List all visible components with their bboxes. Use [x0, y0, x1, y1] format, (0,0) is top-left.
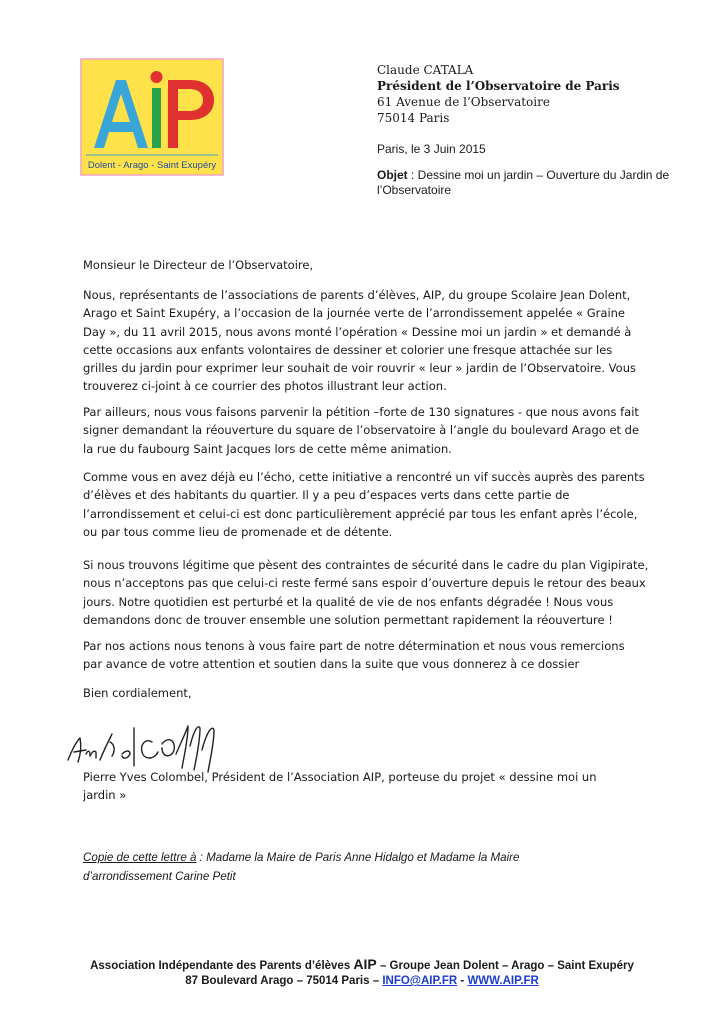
paragraph-line: trouverez ci-joint à ce courrier des photos illustrant leur action. — [83, 379, 447, 394]
footer-aip: AIP — [353, 956, 377, 972]
footer-separator: - — [457, 975, 468, 987]
paragraph-line: Day », du 11 avril 2015, nous avons monté l’opération « Dessine moi un jardin » et demandé à — [83, 324, 632, 339]
footer-website-link[interactable]: WWW.AIP.FR — [467, 975, 539, 987]
footer-email-link[interactable]: INFO@AIP.FR — [382, 975, 458, 987]
paragraph-line: l’arrondissement et celui-ci est donc particulièrement apprécié par tous les enfant après l’école, — [83, 506, 638, 521]
logo-letter-i — [152, 88, 161, 148]
paragraph-line: demandons donc de trouver ensemble une solution permettant rapidement la réouverture ! — [83, 612, 613, 627]
paragraph-line: Nous, représentants de l’associations de parents d’élèves, AIP, du groupe Scolaire Jean Dolent, — [83, 288, 631, 302]
paragraph-line: Comme vous en avez déjà eu l’écho, cette initiative a rencontré un vif succès auprès des parents — [83, 470, 645, 484]
copy-label: Copie de cette lettre à — [83, 851, 197, 864]
footer-group: – Groupe Jean Dolent – Arago – Saint Exupéry — [376, 960, 634, 972]
copy-line-1 — [83, 849, 520, 868]
signatory-line: Pierre Yves Colombel, Président de l’Association AIP, porteuse du projet « dessine moi un — [83, 770, 597, 784]
paragraph-2 — [83, 403, 663, 458]
aip-logo — [80, 58, 224, 176]
copy-line-2: d’arrondissement Carine Petit — [83, 869, 236, 883]
signatory-line: jardin » — [83, 788, 127, 803]
paragraph-line: jours. Notre quotidien est perturbé et la qualité de vie de nos enfants dégradée ! Nous vous — [83, 594, 614, 609]
sender-city: 75014 Paris — [377, 111, 450, 125]
object-text: : Dessine moi un jardin – Ouverture du Jardin de l’Observatoire — [377, 168, 670, 197]
closing: Bien cordialement, — [83, 686, 192, 700]
paragraph-line: Par ailleurs, nous vous faisons parvenir la pétition –forte de 130 signatures - que nous avons fait — [83, 405, 639, 419]
paragraph-line: signer demandant la réouverture du square de l’observatoire à l’angle du boulevard Arago et de — [83, 423, 640, 438]
sender-title-text: Président de l’Observatoire de Paris — [377, 79, 620, 93]
logo-subtitle: Dolent - Arago - Saint Exupéry — [87, 160, 217, 171]
footer — [0, 957, 724, 989]
letter-object — [377, 168, 677, 198]
paragraph-line: Si nous trouvons légitime que pèsent des contraintes de sécurité dans le cadre du plan Vigipirate, — [83, 558, 649, 572]
paragraph-line: grilles du jardin pour exprimer leur souhait de voir rouvrir « leur » jardin de l’Observatoire. Vous — [83, 361, 636, 376]
copy-text-1: : Madame la Maire de Paris Anne Hidalgo et Madame la Maire — [196, 851, 520, 864]
copy-recipients — [83, 849, 520, 886]
footer-address: 87 Boulevard Arago – 75014 Paris – — [185, 975, 383, 987]
object-label: Objet — [377, 168, 408, 182]
paragraph-line: cette occasions aux enfants volontaires de dessiner et colorier une fresque attachée sur les — [83, 342, 613, 357]
paragraph-line: la rue du faubourg Saint Jacques lors de cette même animation. — [83, 441, 452, 456]
paragraph-line: par avance de votre attention et soutien dans la suite que vous donnerez à ce dossier — [83, 657, 580, 672]
paragraph-line: Par nos actions nous tenons à vous faire part de notre détermination et nous vous remercions — [83, 639, 625, 653]
sender-title — [377, 78, 620, 94]
footer-line-2 — [0, 974, 724, 989]
handwritten-signature — [64, 720, 234, 774]
paragraph-3 — [83, 468, 663, 541]
footer-association: Association Indépendante des Parents d’élèves — [90, 960, 354, 972]
paragraph-4 — [83, 556, 663, 629]
paragraph-5 — [83, 637, 663, 674]
sender-name: Claude CATALA — [377, 63, 474, 77]
letter-date: Paris, le 3 Juin 2015 — [377, 142, 486, 156]
paragraph-1 — [83, 286, 663, 396]
paragraph-line: d’élèves et des habitants du quartier. Il y a peu d’espaces verts dans cette partie de — [83, 488, 570, 503]
footer-line-1 — [0, 957, 724, 974]
logo-letter-i-dot — [151, 71, 163, 83]
sender-street: 61 Avenue de l’Observatoire — [377, 95, 550, 109]
signatory — [83, 768, 663, 805]
paragraph-line: nous n’acceptons pas que celui-ci reste fermé sans espoir d’ouverture depuis le retour des beaux — [83, 576, 646, 591]
paragraph-line: ou par tous comme lieu de promenade et de détente. — [83, 524, 393, 539]
paragraph-line: Arago et Saint Exupéry, a l’occasion de la journée verte de l’arrondissement appelée « Graine — [83, 306, 626, 321]
salutation: Monsieur le Directeur de l’Observatoire, — [83, 258, 314, 272]
